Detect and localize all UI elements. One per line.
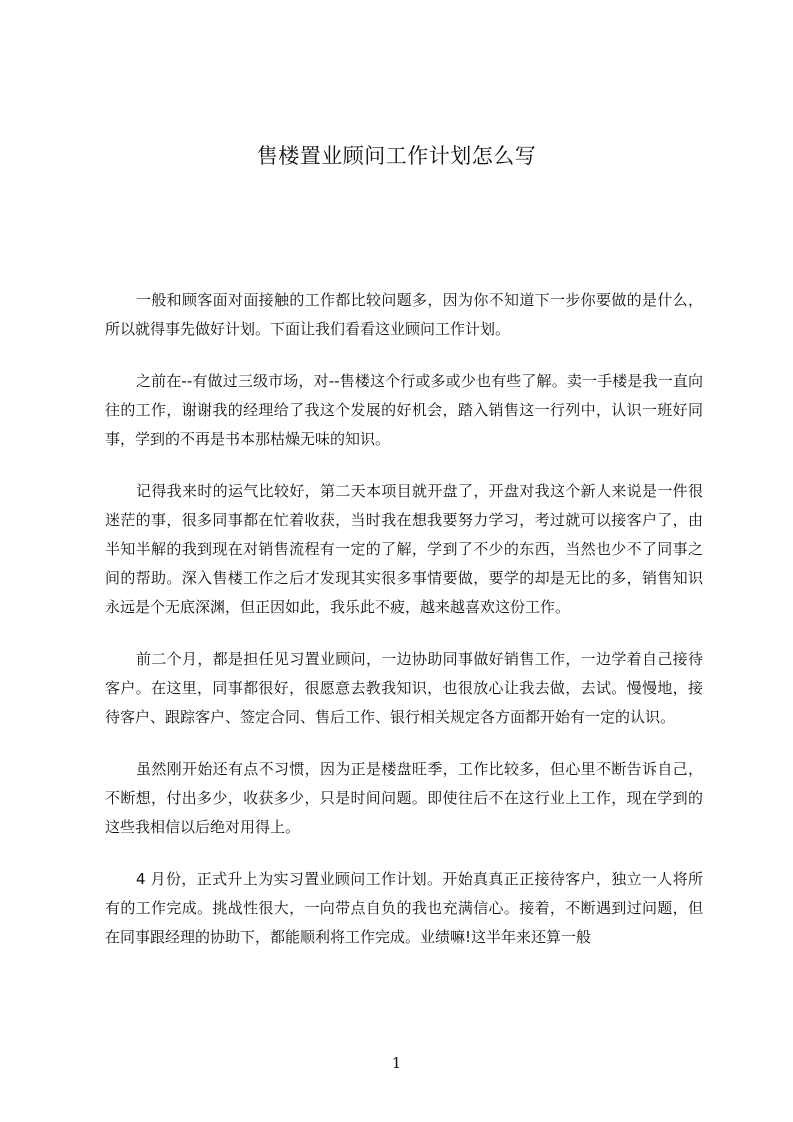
paragraph: 前二个月，都是担任见习置业顾问，一边协助同事做好销售工作，一边学着自己接待客户。在这里，同事都很好，很愿意去教我知识，也很放心让我去做，去试。慢慢地，接待客户、跟踪客户、签定合同、售后工作、银行相关规定各方面都开始有一定的认识。 — [105, 650, 703, 726]
paragraph: 虽然刚开始还有点不习惯，因为正是楼盘旺季，工作比较多，但心里不断告诉自己，不断想，付出多少，收获多少，只是时间问题。即使往后不在这行业上工作，现在学到的这些我相信以后绝对用得上。 — [105, 760, 703, 836]
paragraph: 之前在--有做过三级市场，对--售楼这个行或多或少也有些了解。卖一手楼是我一直向往的工作，谢谢我的经理给了我这个发展的好机会，踏入销售这一行列中，认识一班好同事，学到的不再是书本那枯燥无味的知识。 — [105, 372, 703, 448]
paragraph: 一般和顾客面对面接触的工作都比较问题多，因为你不知道下一步你要做的是什么，所以就得事先做好计划。下面让我们看看这业顾问工作计划。 — [105, 291, 703, 338]
document-title: 售楼置业顾问工作计划怎么写 — [256, 144, 537, 168]
paragraph: 记得我来时的运气比较好，第二天本项目就开盘了，开盘对我这个新人来说是一件很迷茫的事，很多同事都在忙着收获，当时我在想我要努力学习，考过就可以接客户了，由半知半解的我到现在对销售流程有一定的了解，学到了不少的东西，当然也少不了同事之间的帮助。深入售楼工作之后才发现其实很多事情要做，要学的却是无比的多，销售知识永远是个无底深渊，但正因如此，我乐此不疲，越来越喜欢这份工作。 — [105, 482, 703, 616]
paragraph: 4 月份，正式升上为实习置业顾问工作计划。开始真真正正接待客户，独立一人将所有的工作完成。挑战性很大，一向带点自负的我也充满信心。接着，不断遇到过问题，但在同事跟经理的协助下，都能顺利将工作完成。业绩嘛!这半年来还算一般 — [105, 870, 703, 946]
document-body — [105, 286, 703, 975]
page-number: 1 — [391, 1054, 402, 1072]
